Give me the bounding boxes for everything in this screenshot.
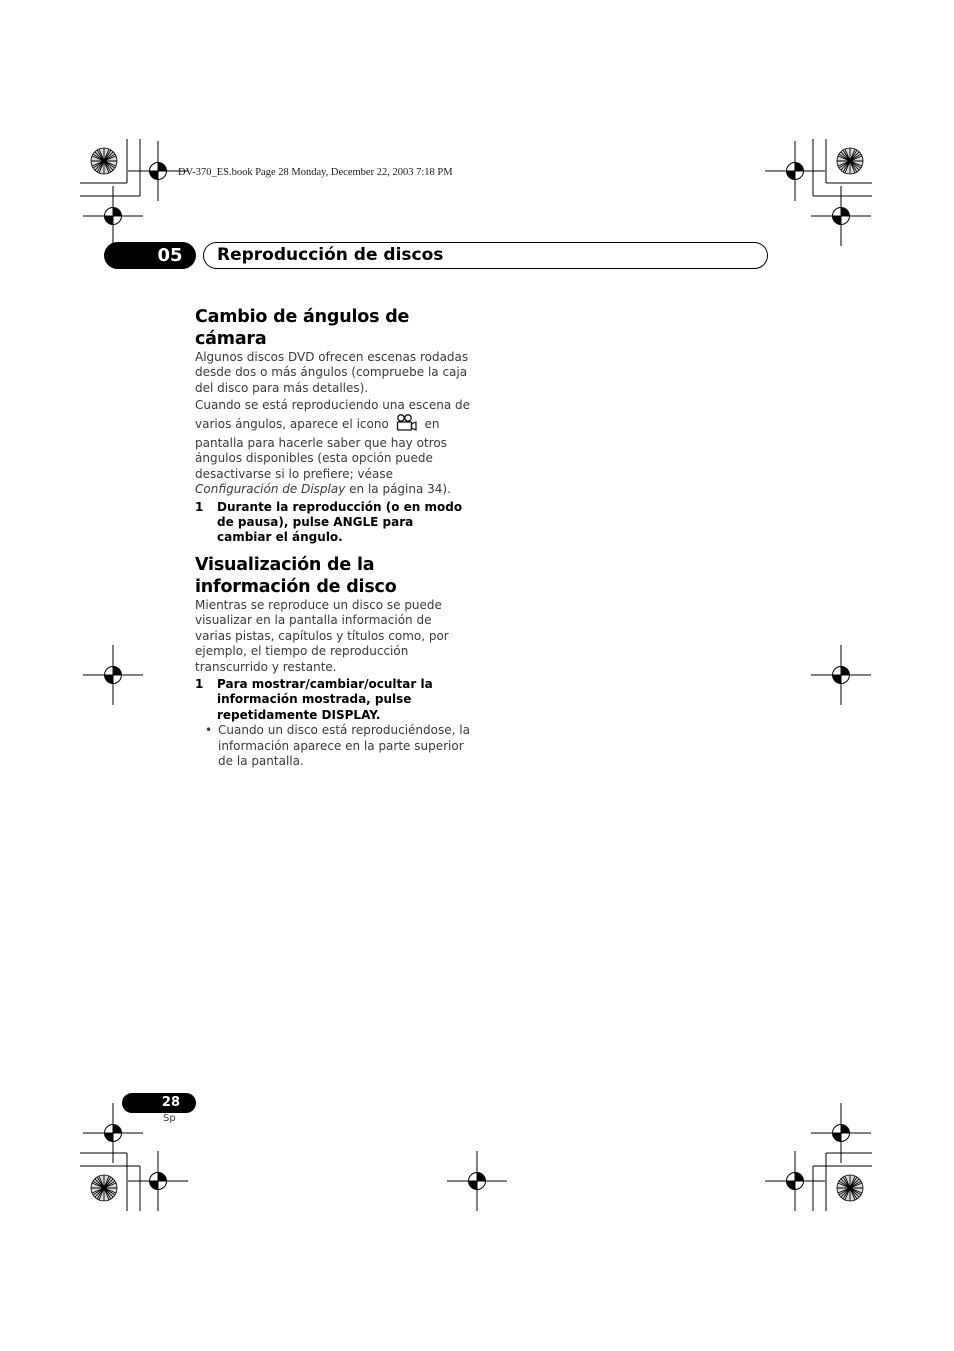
chapter-title: Reproducción de discos bbox=[217, 245, 444, 265]
section2-bullet: • Cuando un disco está reproduciéndose, la información aparece en la parte superior de la pantalla. bbox=[205, 723, 470, 768]
chapter-number: 05 bbox=[104, 242, 196, 269]
section1-paragraph1: Algunos discos DVD ofrecen escenas rodadas desde dos o más ángulos (compruebe la caja del disco para más detalles). bbox=[195, 350, 469, 395]
page-language: Sp bbox=[163, 1113, 176, 1124]
section1-paragraph2: Cuando se está reproduciendo una escena de varios ángulos, aparece el icono en pantalla para hacerle saber que hay otros ángulos disponibles (esta opción puede desactivarse si lo prefiere; véase Configuración de Display en la página 34). bbox=[195, 398, 471, 497]
main-content bbox=[195, 306, 471, 769]
print-info: DV-370_ES.book Page 28 Monday, December 22, 2003 7:18 PM bbox=[178, 167, 453, 178]
section1-step: 1 Durante la reproducción (o en modo de pausa), pulse ANGLE para cambiar el ángulo. bbox=[195, 499, 463, 545]
section2-step: 1 Para mostrar/cambiar/ocultar la información mostrada, pulse repetidamente DISPLAY. bbox=[195, 676, 433, 722]
camera-angle-icon bbox=[396, 414, 418, 436]
section-heading-disc-info: Visualización de la información de disco bbox=[195, 554, 397, 597]
settings-reference: Configuración de Display bbox=[195, 482, 346, 497]
section2-paragraph1: Mientras se reproduce un disco se puede visualizar en la pantalla información de varias pistas, capítulos y títulos como, por ejemplo, el tiempo de reproducción transcurrido y restante. bbox=[195, 597, 449, 674]
section-heading-camera-angles: Cambio de ángulos de cámara bbox=[195, 307, 410, 349]
page-number: 28 bbox=[122, 1093, 196, 1113]
